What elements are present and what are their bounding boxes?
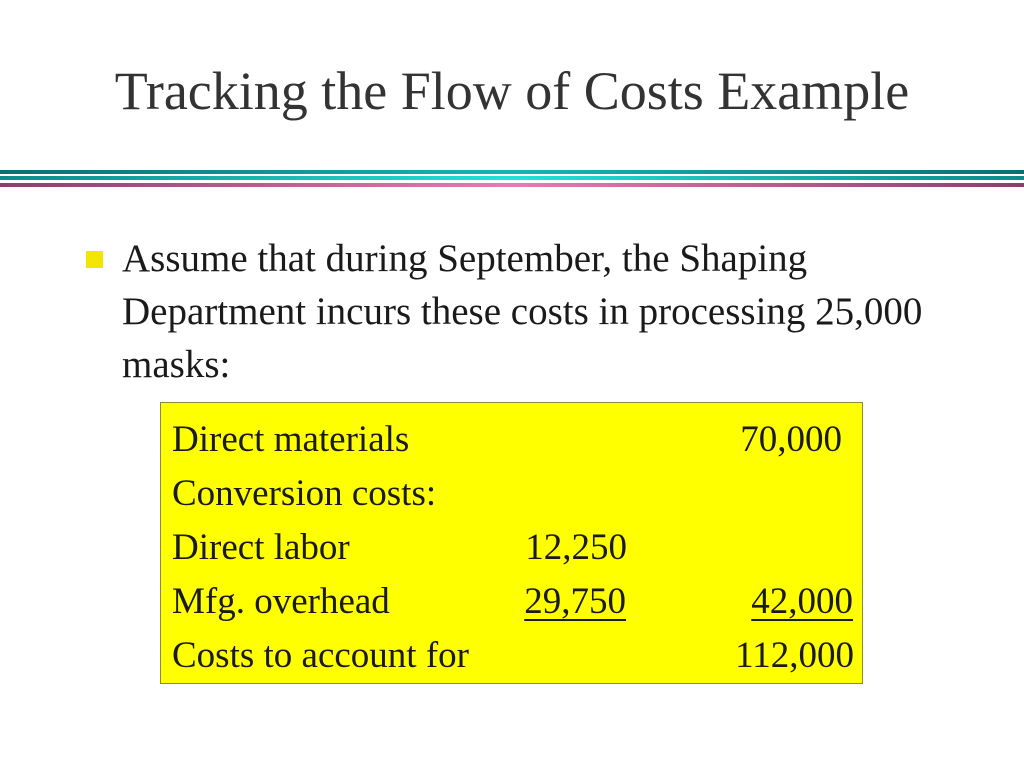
cost-table [160, 402, 863, 684]
row-label: Costs to account for [172, 635, 469, 676]
row-label: Direct materials [172, 419, 410, 460]
table-row [161, 413, 864, 467]
title-divider-cyan [0, 176, 1024, 180]
square-bullet-icon [86, 251, 103, 268]
title-divider-dark-teal [0, 170, 1024, 174]
table-row [161, 629, 864, 683]
table-row [161, 521, 864, 575]
table-row [161, 467, 864, 521]
row-label: Mfg. overhead [172, 581, 390, 622]
table-row [161, 575, 864, 629]
row-label: Conversion costs: [172, 473, 437, 514]
title-divider-pink [0, 183, 1024, 187]
row-sub-amount: 29,750 [524, 581, 626, 622]
row-total: 112,000 [735, 635, 854, 676]
row-total: 70,000 [740, 419, 842, 460]
row-sub-amount: 12,250 [525, 527, 627, 568]
slide-title: Tracking the Flow of Costs Example [114, 61, 910, 121]
row-label: Direct labor [172, 527, 350, 568]
row-total: 42,000 [751, 581, 853, 622]
bullet-text: Assume that during September, the Shaping Department incurs these costs in processing 25,000 masks: [122, 237, 923, 386]
